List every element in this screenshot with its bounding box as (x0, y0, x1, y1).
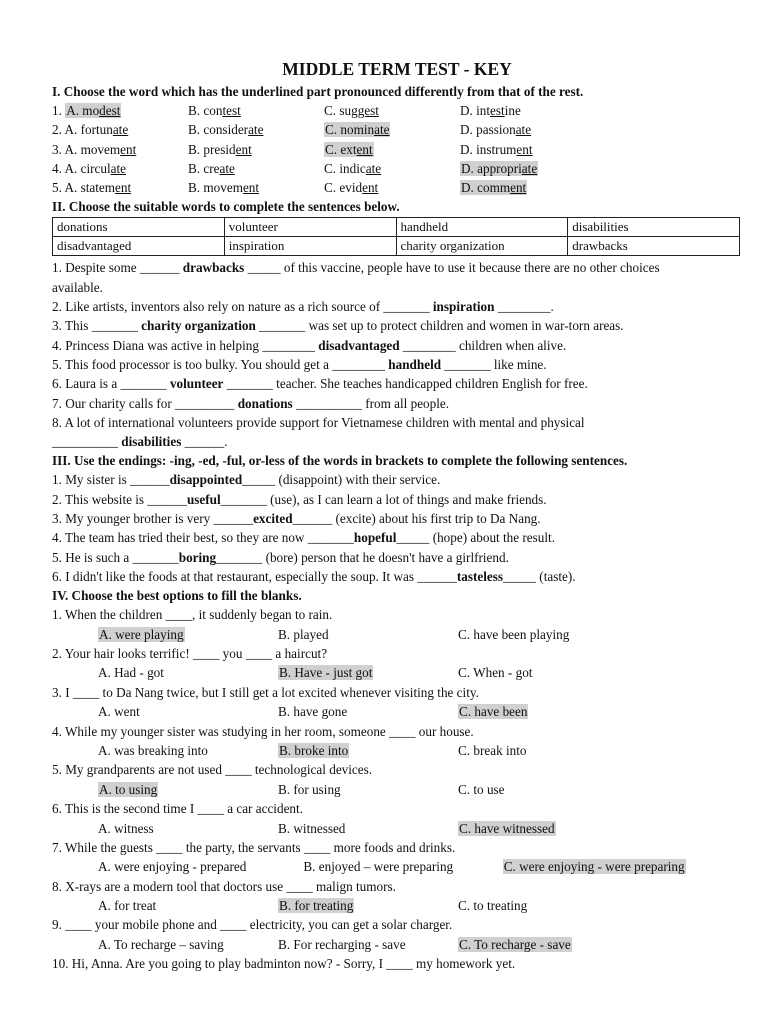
answer-word: charity organization (141, 318, 256, 334)
fill-in-sentence (52, 374, 742, 393)
underlined-part: ate (219, 160, 235, 176)
sentence-text: _____ (disappoint) with their service. (242, 472, 441, 488)
question-text: 10. Hi, Anna. Are you going to play badminton now? - Sorry, I ____ my homework yet. (52, 956, 516, 972)
option-text: A. went (98, 704, 140, 720)
correct-option: C. have witnessed (459, 820, 555, 836)
option-text: C. When - got (458, 665, 533, 681)
option-cell (458, 780, 698, 799)
option-word (188, 142, 252, 157)
word-part: D. int (460, 103, 491, 118)
question-number: 4. (52, 160, 65, 176)
option-cell (278, 702, 458, 721)
sentence-text: __________ (52, 434, 122, 450)
word-bank-cell: volunteer (224, 218, 396, 237)
word-bank-row (53, 218, 740, 237)
word-form-sentence (52, 567, 742, 586)
option-text: B. witnessed (278, 820, 346, 836)
word-form-sentence (52, 509, 742, 528)
answer-word: drawbacks (182, 260, 245, 276)
page-title: MIDDLE TERM TEST - KEY (282, 59, 512, 79)
underlined-part: ent (362, 180, 379, 196)
option-d (460, 159, 538, 178)
sentence-text: _____ (hope) about the result. (396, 530, 556, 546)
question-number: 5. (52, 180, 65, 196)
underlined-part: ate (515, 122, 532, 138)
sentence-text: 7. Our charity calls for _________ (52, 395, 238, 411)
question-number: 1. (52, 103, 66, 118)
answer-word: disappointed (169, 472, 243, 488)
option-cell (278, 896, 458, 915)
word-form-sentence (52, 470, 742, 489)
underlined-part: ate (248, 122, 264, 138)
option-b (188, 120, 324, 139)
question-text: 5. My grandparents are not used ____ technological devices. (52, 762, 373, 778)
option-c (324, 159, 460, 178)
option-cell (458, 741, 698, 760)
option-word (64, 142, 136, 157)
sentence-text: 5. He is such a _______ (52, 549, 179, 565)
fill-in-sentence (52, 316, 742, 335)
underlined-part: est (490, 103, 505, 118)
sentence-text: __________ from all people. (292, 395, 450, 411)
option-cell (503, 857, 742, 876)
pronunciation-row (52, 159, 742, 178)
sentence-text: available. (52, 279, 103, 295)
option-a (52, 159, 188, 178)
option-cell (458, 819, 698, 838)
option-b (188, 178, 324, 197)
underlined-part: test (222, 103, 241, 118)
sentence-text: 3. This _______ (52, 318, 142, 334)
option-word (64, 180, 131, 195)
sentence-text: 2. Like artists, inventors also rely on nature as a rich source of _______ (52, 299, 433, 315)
option-text: C. to use (458, 781, 505, 797)
option-cell (458, 935, 698, 954)
word-part: D. passion (460, 122, 516, 138)
options-row (52, 741, 742, 760)
underlined-part: ent (242, 180, 260, 196)
option-cell (458, 663, 698, 682)
underlined-part: ent (510, 180, 527, 196)
option-text: C. break into (458, 742, 527, 758)
option-b (188, 159, 324, 178)
option-text: A. was breaking into (98, 742, 208, 758)
question-text: 6. This is the second time I ____ a car accident. (52, 801, 303, 817)
word-bank-row (53, 237, 740, 256)
pronunciation-row (52, 120, 742, 139)
answer-word: disabilities (121, 434, 182, 450)
sentence-text: 4. The team has tried their best, so they are now _______ (52, 530, 354, 546)
answer-word: hopeful (353, 530, 397, 546)
section-4-questions (52, 605, 742, 973)
option-cell (98, 625, 278, 644)
correct-option: A. were playing (99, 626, 184, 642)
options-row (52, 663, 742, 682)
options-row (52, 625, 742, 644)
option-cell (98, 780, 278, 799)
option-b (188, 140, 324, 159)
option-d (460, 101, 521, 120)
section-2-sentences (52, 258, 742, 451)
option-d (460, 120, 531, 139)
section-3-heading: III. Use the endings: -ing, -ed, -ful, or-less of the words in brackets to complete the following sentences. (52, 453, 628, 469)
options-row (52, 935, 742, 954)
fill-in-sentence (52, 432, 742, 451)
option-cell (458, 896, 698, 915)
option-cell (278, 819, 458, 838)
sentence-text: _______ like mine. (441, 356, 547, 372)
sentence-text: 6. Laura is a _______ (52, 376, 170, 392)
underlined-part: ent (120, 141, 137, 157)
fill-in-sentence (52, 394, 742, 413)
sentence-text: 3. My younger brother is very ______ (52, 511, 254, 527)
question-text: 7. While the guests ____ the party, the servants ____ more foods and drinks. (52, 839, 456, 855)
option-c (324, 140, 460, 159)
fill-in-sentence (52, 278, 742, 297)
answer-word: excited (253, 511, 293, 527)
option-word (460, 103, 521, 118)
question-text: 1. When the children ____, it suddenly began to rain. (52, 607, 333, 623)
underlined-part: ate (365, 160, 382, 176)
correct-option: C. have been (459, 704, 528, 720)
section-1-rows (52, 101, 742, 197)
word-bank-cell: disabilities (568, 218, 740, 237)
section-4-heading: IV. Choose the best options to fill the blanks. (52, 588, 302, 604)
correct-option: B. broke into (279, 742, 349, 758)
options-row (52, 896, 742, 915)
option-cell (458, 702, 698, 721)
correct-option: C. were enjoying - were preparing (503, 859, 685, 875)
word-part: A. fortun (64, 122, 113, 138)
sentence-text: _____ (taste). (503, 568, 576, 584)
pronunciation-row (52, 101, 742, 120)
word-part: C. nomin (325, 122, 375, 138)
word-part: A. movem (64, 141, 121, 157)
underlined-part: ent (356, 141, 373, 157)
test-page (52, 52, 742, 974)
option-word (64, 122, 128, 137)
option-text: A. To recharge – saving (98, 936, 224, 952)
word-bank-cell: disadvantaged (53, 237, 225, 256)
option-word (460, 161, 538, 176)
word-part: A. statem (64, 180, 116, 196)
sentence-text: ________ children when alive. (399, 337, 567, 353)
option-cell (98, 935, 278, 954)
word-part: D. instrum (460, 141, 517, 157)
pronunciation-row (52, 140, 742, 159)
option-word (324, 103, 379, 118)
option-cell (98, 857, 303, 876)
option-d (460, 140, 533, 159)
option-text: A. witness (98, 820, 154, 836)
fill-in-sentence (52, 336, 742, 355)
option-text: B. enjoyed – were preparing (303, 859, 454, 875)
option-a (52, 101, 188, 120)
sentence-text: _______ teacher. She teaches handicapped children English for free. (223, 376, 588, 392)
answer-word: tasteless (456, 568, 504, 584)
word-bank-cell: handheld (396, 218, 568, 237)
sentence-text: _______ was set up to protect children and women in war-torn areas. (255, 318, 624, 334)
option-cell (458, 625, 698, 644)
section-2-heading: II. Choose the suitable words to complete the sentences below. (52, 199, 400, 215)
options-row (52, 702, 742, 721)
option-cell (98, 896, 278, 915)
word-bank-cell: donations (53, 218, 225, 237)
word-part: A. mo (66, 103, 100, 118)
options-row (52, 780, 742, 799)
question-text: 3. I ____ to Da Nang twice, but I still get a lot excited whenever visiting the city. (52, 684, 479, 700)
word-bank-cell: charity organization (396, 237, 568, 256)
question-text: 8. X-rays are a modern tool that doctors use ____ malign tumors. (52, 878, 396, 894)
option-d (460, 178, 527, 197)
option-a (52, 178, 188, 197)
sentence-text: 6. I didn't like the foods at that restaurant, especially the soup. It was ______ (52, 568, 457, 584)
option-text: A. Had - got (98, 665, 164, 681)
word-part: C. indic (324, 160, 366, 176)
section-1-heading: I. Choose the word which has the underlined part pronounced differently from that of the rest. (52, 84, 584, 99)
question-number: 3. (52, 141, 65, 157)
sentence-text: 1. My sister is ______ (52, 472, 170, 488)
word-form-sentence (52, 548, 742, 567)
word-part: C. evid (324, 180, 363, 196)
underlined-part: ent (115, 180, 132, 196)
option-cell (278, 625, 458, 644)
word-form-sentence (52, 528, 742, 547)
option-cell (303, 857, 502, 876)
word-bank-cell: inspiration (224, 237, 396, 256)
answer-word: volunteer (169, 376, 224, 392)
answer-word: handheld (388, 356, 442, 372)
option-a (52, 120, 188, 139)
option-text: B. for using (278, 781, 341, 797)
fill-in-sentence (52, 297, 742, 316)
options-row (52, 857, 742, 876)
word-part: D. appropri (461, 160, 522, 176)
sentence-text: 5. This food processor is too bulky. You should get a ________ (52, 356, 389, 372)
question-text: 4. While my younger sister was studying in her room, someone ____ our house. (52, 723, 474, 739)
option-word (65, 103, 121, 118)
answer-word: inspiration (432, 299, 495, 315)
option-text: A. for treat (98, 898, 157, 914)
sentence-text: 1. Despite some ______ (52, 260, 183, 276)
sentence-text: _______ (use), as I can learn a lot of things and make friends. (220, 491, 547, 507)
answer-word: useful (186, 491, 221, 507)
underlined-part: ent (516, 141, 533, 157)
word-part: B. cre (188, 160, 220, 176)
correct-option: A. to using (99, 781, 158, 797)
option-text: A. were enjoying - prepared (98, 859, 247, 875)
word-part: A. circul (64, 160, 111, 176)
sentence-text: _____ of this vaccine, people have to use it because there are no other choices (244, 260, 660, 276)
underlined-part: dest (99, 103, 121, 118)
option-word (460, 122, 531, 137)
sentence-text: _______ (bore) person that he doesn't have a girlfriend. (216, 549, 509, 565)
section-3-sentences (52, 470, 742, 586)
option-word (324, 142, 374, 157)
question-text: 9. ____ your mobile phone and ____ electricity, you can get a solar charger. (52, 917, 453, 933)
sentence-text: 4. Princess Diana was active in helping ________ (52, 337, 319, 353)
options-row (52, 819, 742, 838)
option-cell (98, 741, 278, 760)
option-text: C. have been playing (458, 626, 570, 642)
answer-word: donations (237, 395, 293, 411)
underlined-part: ate (112, 122, 129, 138)
underlined-part: ate (110, 160, 126, 176)
option-cell (98, 819, 278, 838)
option-word (460, 180, 527, 195)
option-word (188, 122, 263, 137)
option-c (324, 101, 460, 120)
option-cell (278, 741, 458, 760)
option-cell (278, 663, 458, 682)
word-part: B. presid (188, 141, 236, 157)
option-text: B. For recharging - save (278, 936, 406, 952)
correct-option: B. for treating (279, 898, 354, 914)
sentence-text: ______ (excite) about his first trip to Da Nang. (292, 511, 541, 527)
option-cell (278, 780, 458, 799)
word-part: B. movem (188, 180, 243, 196)
option-word (324, 122, 390, 137)
option-word (188, 161, 235, 176)
question-text: 2. Your hair looks terrific! ____ you ____ a haircut? (52, 646, 328, 662)
option-text: B. have gone (278, 704, 348, 720)
option-word (188, 103, 241, 118)
option-word (460, 142, 533, 157)
option-text: B. played (278, 626, 329, 642)
option-c (324, 178, 460, 197)
underlined-part: ate (521, 160, 538, 176)
answer-word: boring (178, 549, 217, 565)
correct-option: C. To recharge - save (459, 936, 571, 952)
word-part: ine (504, 103, 521, 118)
sentence-text: ________. (494, 299, 554, 315)
word-form-sentence (52, 490, 742, 509)
option-a (52, 140, 188, 159)
option-c (324, 120, 460, 139)
option-word (188, 180, 259, 195)
word-part: C. ext (325, 141, 357, 157)
underlined-part: gest (357, 103, 379, 118)
word-part: B. con (188, 103, 223, 118)
option-cell (98, 702, 278, 721)
word-bank-table (52, 217, 740, 256)
option-cell (278, 935, 458, 954)
option-word (64, 161, 126, 176)
option-word (324, 161, 381, 176)
fill-in-sentence (52, 413, 742, 432)
sentence-text: 8. A lot of international volunteers provide support for Vietnamese children with mental and physical (52, 414, 585, 430)
question-number: 2. (52, 122, 65, 138)
fill-in-sentence (52, 355, 742, 374)
underlined-part: ate (374, 122, 390, 138)
sentence-text: ______. (181, 434, 228, 450)
fill-in-sentence (52, 258, 742, 277)
word-bank-cell: drawbacks (568, 237, 740, 256)
underlined-part: ent (235, 141, 252, 157)
correct-option: B. Have - just got (279, 665, 373, 681)
word-part: B. consider (188, 122, 249, 138)
answer-word: disadvantaged (318, 337, 400, 353)
pronunciation-row (52, 178, 742, 197)
option-b (188, 101, 324, 120)
sentence-text: 2. This website is ______ (52, 491, 187, 507)
word-part: D. comm (461, 180, 511, 196)
word-part: C. sug (324, 103, 358, 118)
option-word (324, 180, 378, 195)
option-cell (98, 663, 278, 682)
option-text: C. to treating (458, 898, 528, 914)
